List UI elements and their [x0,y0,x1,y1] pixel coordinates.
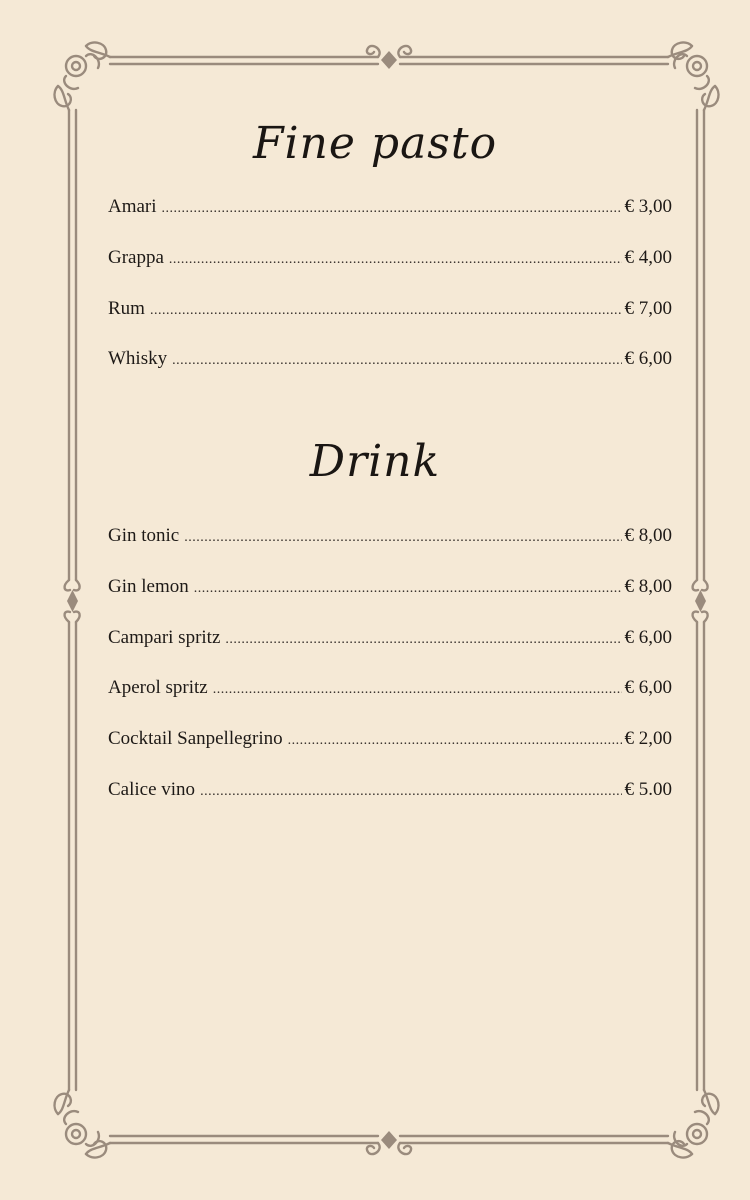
item-name: Grappa [108,246,164,268]
menu-item-whisky [108,348,672,399]
dot-leader [150,303,622,319]
item-name: Campari spritz [108,626,221,648]
dot-leader [225,632,621,648]
dot-leader [162,201,622,217]
menu-list-drink [108,525,672,830]
menu-item-aperol-spritz [108,677,672,728]
menu-item-cocktail-sanpellegrino [108,728,672,779]
menu-item-campari-spritz [108,627,672,678]
item-price: € 6,00 [624,348,672,370]
item-price: € 3,00 [624,196,672,217]
item-name: Gin lemon [108,575,189,597]
dot-leader [194,581,622,597]
menu-item-gin-tonic [108,525,672,576]
menu-item-grappa [108,247,672,298]
item-name: Rum [108,297,145,319]
dot-leader [169,252,622,268]
item-price: € 4,00 [624,246,672,268]
item-price: € 6,00 [624,677,672,699]
item-price: € 8,00 [624,575,672,597]
item-name: Whisky [108,348,168,370]
item-name: Gin tonic [108,525,180,546]
item-name: Amari [108,196,157,217]
menu-item-amari [108,196,672,247]
menu-list-fine-pasto [108,196,672,399]
item-price: € 5.00 [624,778,672,800]
dot-leader [172,353,621,369]
item-price: € 7,00 [624,297,672,319]
dot-leader [200,784,621,800]
section-title-drink: Drink [309,436,441,487]
dot-leader [288,733,622,749]
item-name: Calice vino [108,778,196,800]
menu-item-calice-vino [108,779,672,830]
section-title-fine-pasto: Fine pasto [252,118,498,169]
item-price: € 2,00 [624,728,672,750]
menu-item-gin-lemon [108,576,672,627]
item-price: € 6,00 [624,626,672,648]
item-name: Aperol spritz [108,677,208,699]
item-name: Cocktail Sanpellegrino [108,728,283,750]
menu-item-rum [108,298,672,349]
item-price: € 8,00 [624,525,672,546]
dot-leader [184,530,621,546]
dot-leader [213,682,622,698]
